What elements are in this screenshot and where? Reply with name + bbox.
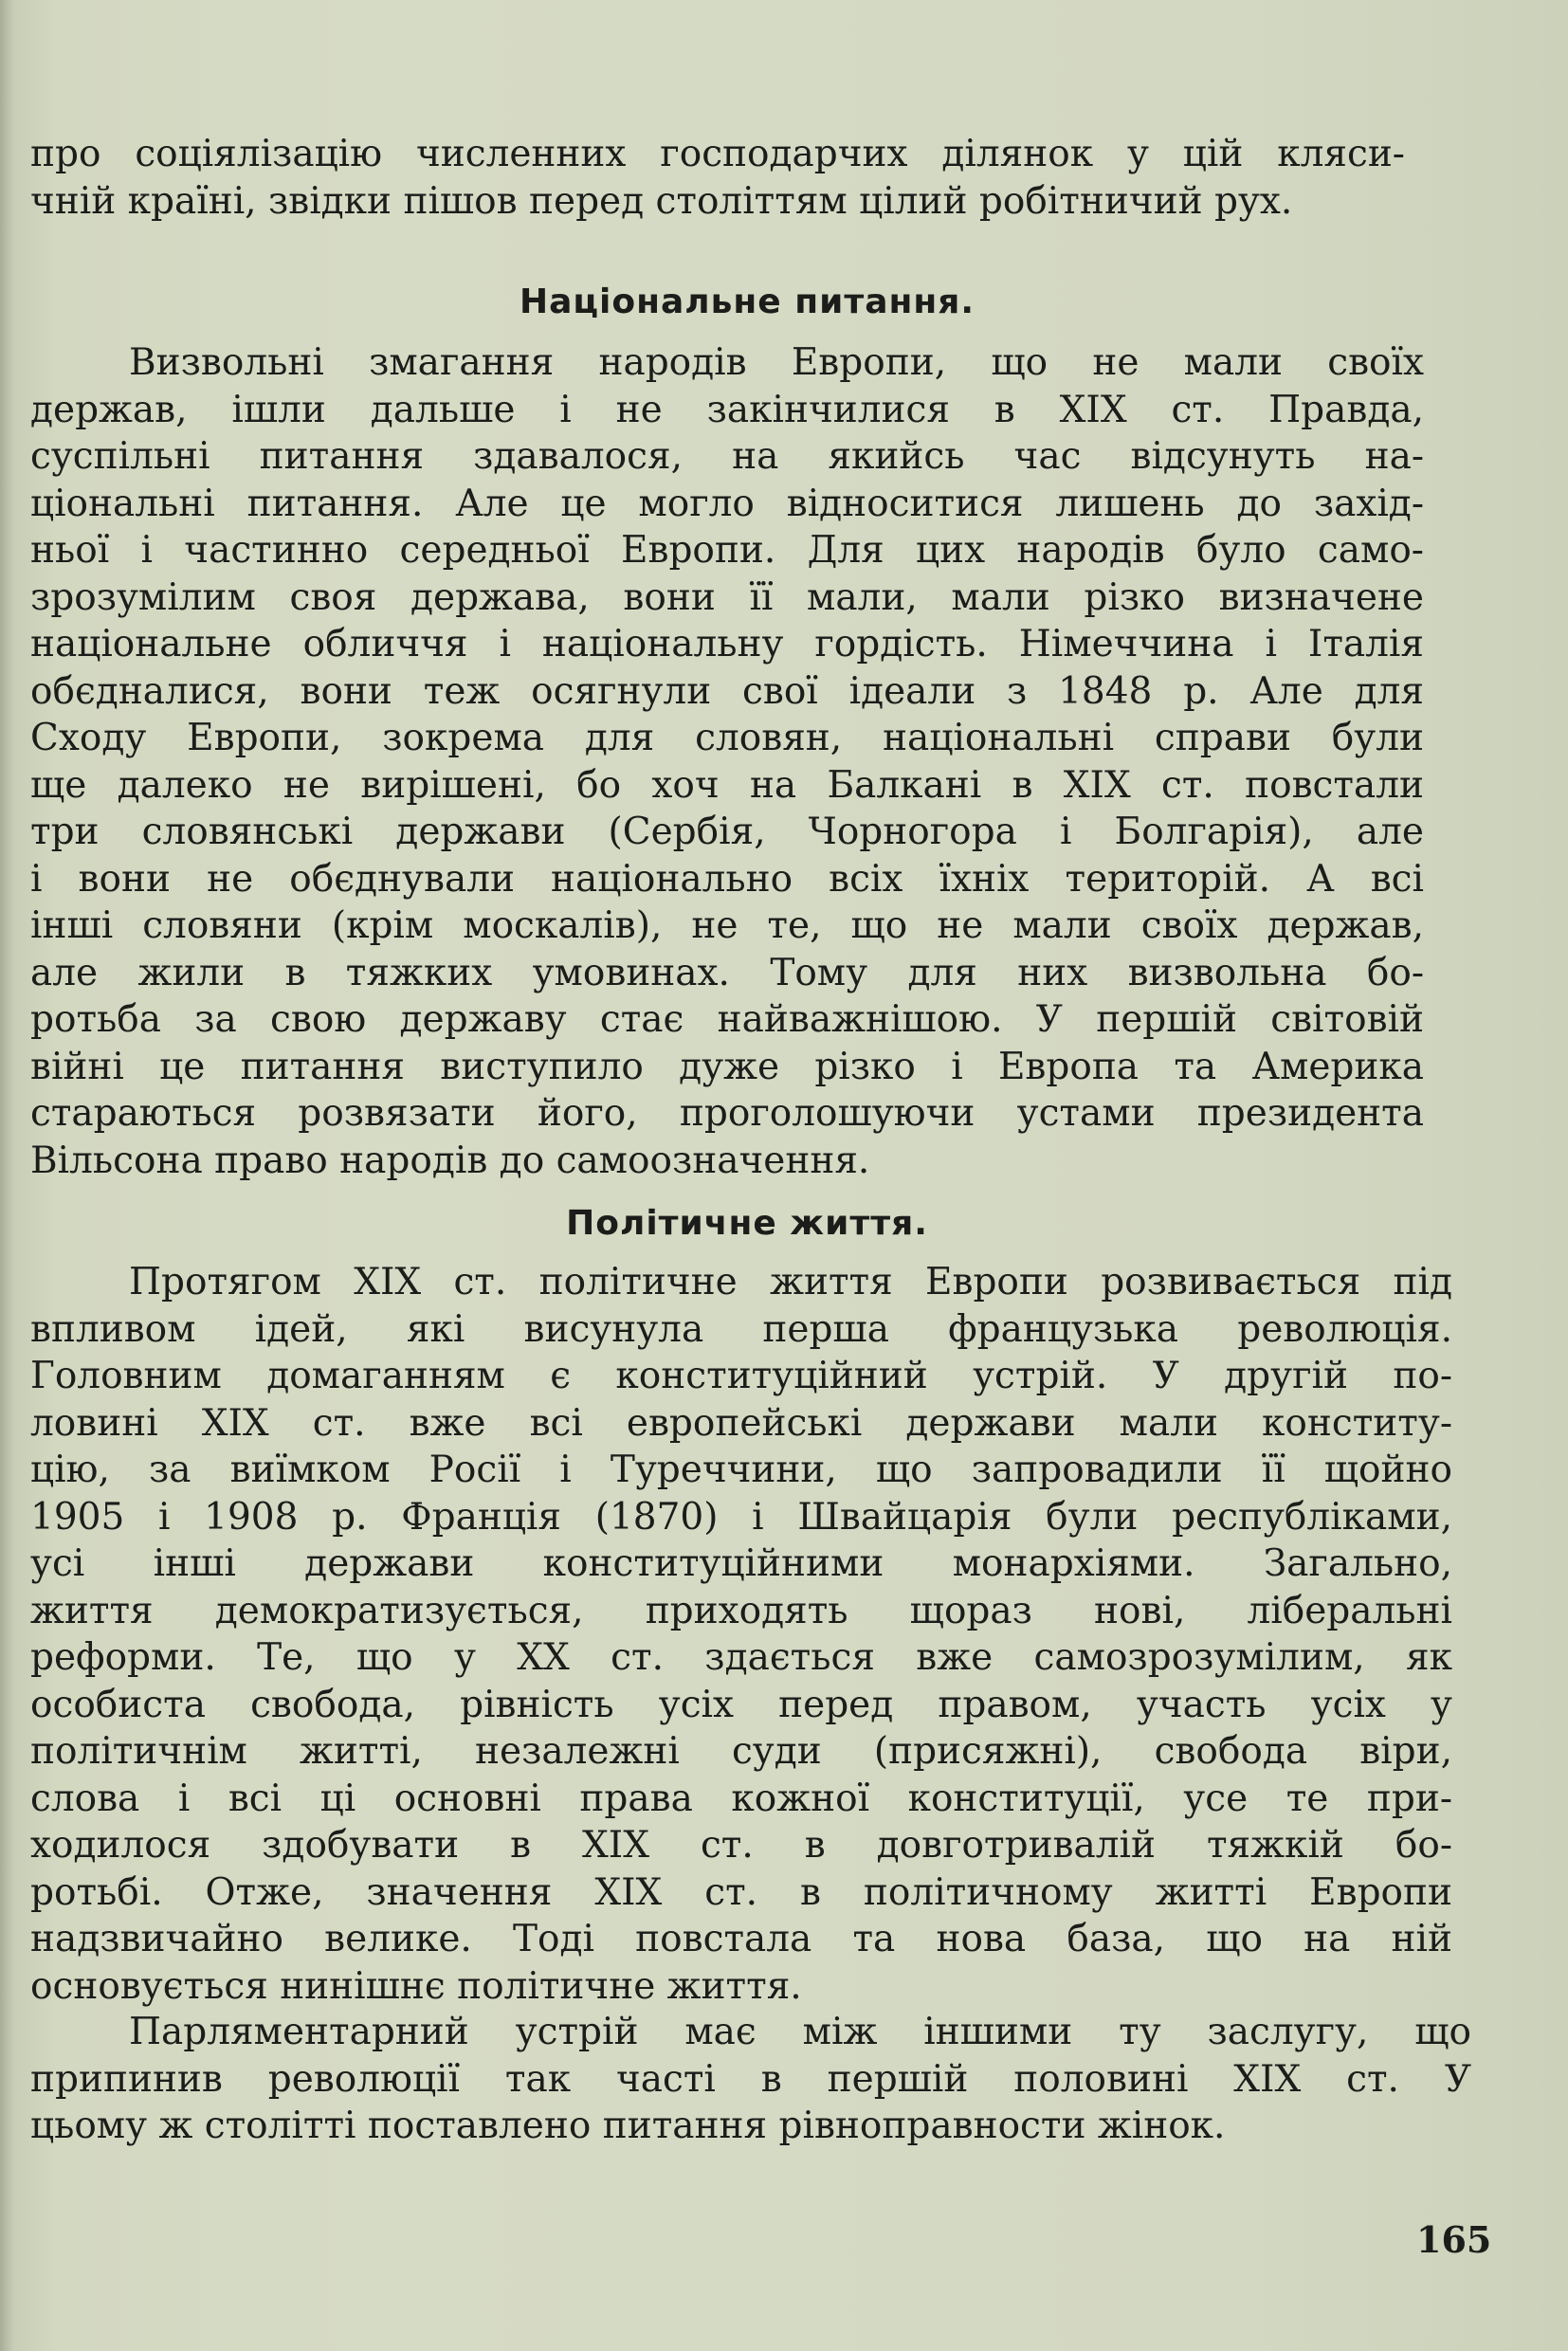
text-line: ротьба за свою державу стає найважнішою. У першій світовій [30, 998, 1424, 1041]
text-line: обєдналися, вони теж осягнули свої ідеали з 1848 р. Але для [30, 669, 1424, 713]
text-line: зрозумілим своя держава, вони її мали, мали різко визначене [30, 575, 1424, 619]
text-line: впливом ідей, які висунула перша французька революція. [30, 1307, 1452, 1351]
text-line: війні це питання виступило дуже різко і Европа та Америка [30, 1045, 1424, 1088]
text-line: чній країні, звідки пішов перед століттям цілий робітничий рух. [30, 179, 1293, 223]
national-question-paragraph [30, 339, 1424, 1184]
text-line: Визвольні змагання народів Европи, що не мали своїх [129, 341, 1424, 384]
text-line: стараються розвязати його, проголошуючи устами президента [30, 1092, 1424, 1135]
section-heading-national-question: Національне питання. [519, 282, 975, 321]
text-line: ловині XIX ст. вже всі европейські держави мали конститу- [30, 1401, 1452, 1445]
text-line: політичнім житті, незалежні суди (присяжні), свобода віри, [30, 1730, 1452, 1773]
text-line: про соціялізацію численних господарчих ділянок у цій кляси- [30, 133, 1405, 175]
text-line: держав, ішли дальше і не закінчилися в XIX ст. Правда, [30, 388, 1424, 431]
text-line: ціональні питання. Але це могло відноситися лишень до захід- [30, 482, 1424, 525]
political-life-paragraph [30, 1259, 1452, 2010]
text-line: Сходу Европи, зокрема для словян, національні справи були [30, 717, 1424, 759]
text-line: і вони не обєднували національно всіх їхніх територій. А всі [30, 857, 1424, 901]
text-line: цію, за виїмком Росії і Туреччини, що запровадили її щойно [30, 1449, 1452, 1491]
text-line: ще далеко не вирішені, бо хоч на Балкані в XIX ст. повстали [30, 763, 1424, 807]
text-line: усі інші держави конституційними монархіями. Загально, [30, 1542, 1452, 1585]
text-line: особиста свобода, рівність усіх перед правом, участь усіх у [30, 1683, 1452, 1726]
text-line: 1905 і 1908 р. Франція (1870) і Швайцарія були республіками, [30, 1495, 1452, 1539]
page-number: 165 [1416, 2218, 1492, 2261]
text-line: цьому ж столітті поставлено питання рівноправности жінок. [30, 2105, 1226, 2147]
text-line: суспільні питання здавалося, на якийсь час відсунуть на- [30, 435, 1424, 478]
text-line: Парляментарний устрій має між іншими ту заслугу, що [129, 2011, 1471, 2053]
text-line: Головним домаганням є конституційний устрій. У другій по- [30, 1355, 1452, 1397]
text-line: інші словяни (крім москалів), не те, що не мали своїх держав, [30, 904, 1424, 947]
intro-paragraph [30, 131, 1405, 225]
text-line: реформи. Те, що у XX ст. здається вже самозрозумілим, як [30, 1636, 1452, 1679]
text-line: припинив революції так часті в першій половині XIX ст. У [30, 2057, 1471, 2101]
text-line: ротьбі. Отже, значення XIX ст. в політичному житті Европи [30, 1870, 1452, 1914]
text-line: національне обличчя і національну гордість. Німеччина і Італія [30, 623, 1424, 665]
section-heading-political-life: Політичне життя. [566, 1204, 928, 1243]
text-line: три словянські держави (Сербія, Чорногора і Болгарія), але [30, 811, 1424, 853]
text-line: надзвичайно велике. Тоді повстала та нова база, що на ній [30, 1918, 1452, 1960]
text-line: але жили в тяжких умовинах. Тому для них визвольна бо- [30, 951, 1424, 994]
text-line: ходилося здобувати в XIX ст. в довготривалій тяжкій бо- [30, 1824, 1452, 1867]
text-line: Вільсона право народів до самоозначення. [30, 1139, 870, 1182]
text-line: життя демократизується, приходять щораз нові, ліберальні [30, 1589, 1452, 1632]
text-line: основується нинішнє політичне життя. [30, 1964, 802, 2008]
text-line: слова і всі ці основні права кожної конституції, усе те при- [30, 1777, 1452, 1820]
parliamentary-paragraph [30, 2009, 1471, 2150]
page-binding-edge [0, 0, 13, 2351]
text-line: Протягом XIX ст. політичне життя Европи розвивається під [129, 1261, 1452, 1303]
text-line: ньої і частинно середньої Европи. Для цих народів було само- [30, 529, 1424, 572]
